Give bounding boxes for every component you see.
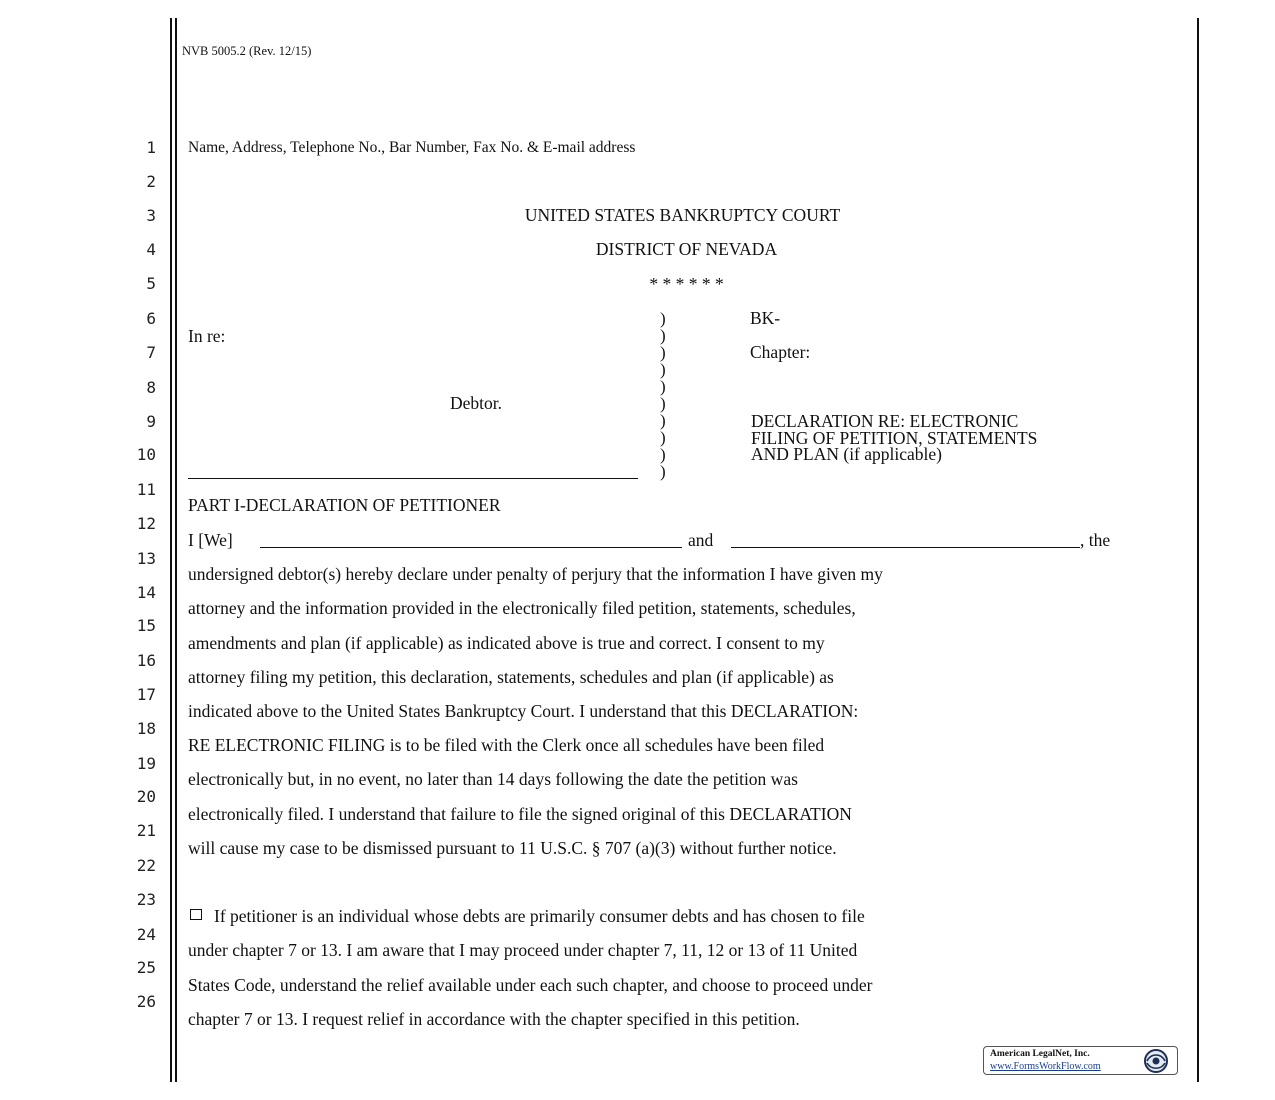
line-number: 10 [136,445,156,464]
line-number: 3 [146,206,156,225]
consumer-debts-checkbox[interactable] [190,909,202,920]
caption-parenthesis: ) [660,394,666,413]
line-number: 21 [136,821,156,840]
line-number: 5 [146,274,156,293]
caption-parenthesis: ) [660,360,666,379]
line-number: 14 [136,583,156,602]
document-title-line: DECLARATION RE: ELECTRONIC [751,411,1019,431]
line-number: 7 [146,343,156,362]
debtor-label: Debtor. [450,393,503,413]
line-number: 12 [136,514,156,533]
declaration-text-line: indicated above to the United States Bankruptcy Court. I understand that this DECLARATION: [188,701,859,721]
line-number: 8 [146,378,156,397]
line-number: 16 [136,651,156,670]
line-number: 11 [136,480,156,499]
left-border-line-inner [175,18,177,1082]
consumer-option-text-line: States Code, understand the relief available under each such chapter, and choose to proceed under [188,975,873,995]
declaration-text-line: will cause my case to be dismissed pursuant to 11 U.S.C. § 707 (a)(3) without further notice. [188,838,837,858]
part-one-heading: PART I-DECLARATION OF PETITIONER [188,495,501,515]
line-number: 19 [136,754,156,773]
caption-parenthesis: ) [660,309,666,328]
bk-case-number-label: BK- [750,308,781,328]
caption-parenthesis: ) [660,462,666,481]
line-number: 26 [136,992,156,1011]
line-number: 4 [146,240,156,259]
line-number: 15 [136,616,156,635]
debtor-name-line[interactable] [188,478,638,479]
line-number: 1 [146,138,156,157]
line-number: 24 [136,925,156,944]
document-title-line: FILING OF PETITION, STATEMENTS [751,428,1038,448]
form-number: NVB 5005.2 (Rev. 12/15) [182,44,312,58]
declaration-text-line: attorney filing my petition, this declaration, statements, schedules and plan (if applicable) as [188,667,834,687]
declarant-two-name-line[interactable] [731,547,1080,548]
caption-parenthesis: ) [660,343,666,362]
line-number: 2 [146,172,156,191]
line-number: 13 [136,549,156,568]
document-title-line: AND PLAN (if applicable) [751,444,942,464]
left-border-line-outer [170,18,172,1082]
declarant-one-name-line[interactable] [260,547,682,548]
court-name: UNITED STATES BANKRUPTCY COURT [524,205,841,225]
declaration-text-line: RE ELECTRONIC FILING is to be filed with the Clerk once all schedules have been filed [188,735,825,755]
caption-parenthesis: ) [660,377,666,396]
in-re-label: In re: [188,326,226,346]
declaration-text-line: electronically but, in no event, no later than 14 days following the date the petition was [188,769,798,789]
logo-website-link[interactable]: www.FormsWorkFlow.com [990,1061,1101,1072]
line-number: 23 [136,890,156,909]
attorney-contact-label: Name, Address, Telephone No., Bar Number, Fax No. & E-mail address [188,139,636,156]
logo-company-name: American LegalNet, Inc. [990,1049,1090,1059]
globe-icon [1139,1048,1173,1074]
consumer-option-text-line: If petitioner is an individual whose debts are primarily consumer debts and has chosen to file [214,906,865,926]
caption-parenthesis: ) [660,428,666,447]
line-number: 18 [136,719,156,738]
separator-stars: * * * * * * [649,274,724,294]
district-name: DISTRICT OF NEVADA [595,239,778,259]
line-number: 22 [136,856,156,875]
line-number: 9 [146,412,156,431]
consumer-option-text-line: under chapter 7 or 13. I am aware that I may proceed under chapter 7, 11, 12 or 13 of 11 United [188,940,858,960]
line-number: 6 [146,309,156,328]
declarant-and: and [688,530,714,550]
right-border-line [1197,18,1199,1082]
caption-parenthesis: ) [660,411,666,430]
line-number: 25 [136,958,156,977]
consumer-option-text-line: chapter 7 or 13. I request relief in accordance with the chapter specified in this petition. [188,1009,800,1029]
declarant-the: , the [1080,530,1111,550]
line-number: 20 [136,787,156,806]
american-legalnet-logo [983,1046,1178,1075]
declaration-text-line: amendments and plan (if applicable) as indicated above is true and correct. I consent to my [188,633,825,653]
declaration-text-line: undersigned debtor(s) hereby declare under penalty of perjury that the information I have given my [188,564,883,584]
chapter-label: Chapter: [750,342,811,362]
declarant-intro: I [We] [188,530,233,550]
caption-parenthesis: ) [660,445,666,464]
line-number: 17 [136,685,156,704]
caption-parenthesis: ) [660,326,666,345]
declaration-text-line: electronically filed. I understand that failure to file the signed original of this DECLARATION [188,804,852,824]
declaration-text-line: attorney and the information provided in the electronically filed petition, statements, schedules, [188,598,856,618]
